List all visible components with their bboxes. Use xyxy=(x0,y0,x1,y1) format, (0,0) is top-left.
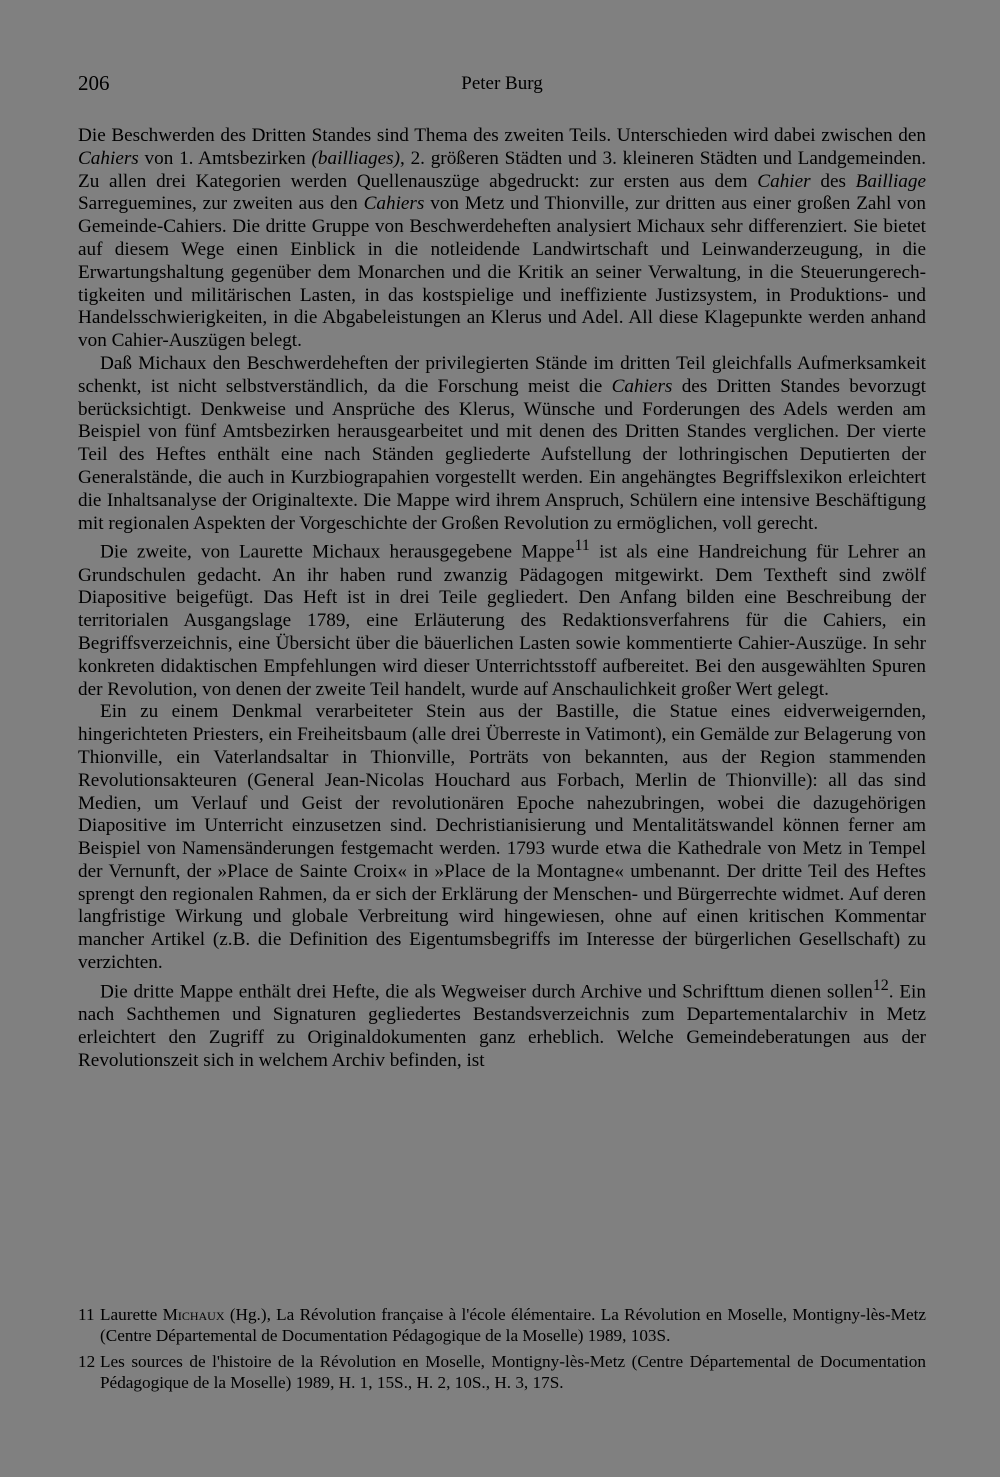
paragraph xyxy=(78,353,926,535)
text-run: Les sources de l'histoire de la Révolution en Moselle, Montigny-lès-Metz (Centre Départemental de Documentation Pédagogique de la Moselle) 1989, H. 1, 15S., H. 2, 10S., H. 3, 17S. xyxy=(100,1351,926,1393)
italic-term: Cahier xyxy=(757,170,811,192)
text-run: Daß Michaux den Beschwerdeheften der privilegierten Stände im dritten Teil gleichfalls Aufmerksamkeit schenkt, ist nicht selbstverständlich, da die Forschung meist die xyxy=(78,352,926,397)
paragraph xyxy=(78,975,926,1073)
text-run: von 1. Amtsbezirken xyxy=(138,147,312,169)
footnotes xyxy=(78,1304,926,1398)
text-run: , 2. größeren Städten und 3. kleineren Städten und Landgemeinden. Zu allen drei Kategorien werden Quellenauszüge abgedruckt: zur ersten aus dem xyxy=(78,147,927,192)
italic-term: Cahiers xyxy=(78,147,139,169)
body-text xyxy=(78,125,926,1072)
text-run: Ein zu einem Denkmal verarbeiteter Stein aus der Bastille, die Statue eines eidverweigernden, hingerichteten Priesters, ein Freiheitsbaum (alle drei Überreste in Vatimont), ein Gemälde zur Belagerung von Thionville, ein Vaterlandsaltar in Thionville, Porträts von bekannten, aus der Region stammenden Revolutionsakteuren (General Jean-Nicolas Houchard aus Forbach, Merlin de Thionville): all das sind Medien, um Verlauf und Geist der revolutionären Epoche nahezubringen, wobei die dazugehörigen Diapositive im Unterricht einzusetzen sind. Dechristianisierung und Mentalitätswandel können ferner am Beispiel von Namensänderungen festgemacht werden. 1793 wurde etwa die Kathedrale von Metz in Tempel der Vernunft, der »Place de Sainte Croix« in »Place de la Montagne« umbenannt. Der dritte Teil des Heftes sprengt den regionalen Rahmen, da er sich der Erklärung der Menschen- und Bürgerrechte widmet. Auf deren langfristige Wirkung und globale Verbreitung wird hingewiesen, ohne auf einen kritischen Kommentar mancher Artikel (z.B. die Definition des Eigentumsbegriffs im Interesse der bürgerlichen Gesellschaft) zu verzichten. xyxy=(78,701,926,974)
text-run: des Dritten Standes bevorzugt berücksichtigt. Denkweise und Ansprüche des Klerus, Wünsche und Forderungen des Adels werden am Beispiel von fünf Amtsbezirken herausgearbeitet und mit denen des Dritten Standes verglichen. Der vierte Teil des Heftes enthält eine nach Ständen gegliederte Aufstellung der lothringischen Deputierten der Generalstände, die auch in Kurzbiograpahien vorgestellt werden. Ein angehängtes Begriffslexikon erleichtert die Inhaltsanalyse der Originaltexte. Die Mappe wird ihrem Anspruch, Schülern eine intensive Beschäftigung mit regionalen Aspekten der Vorgeschichte der Großen Revolution zu ermöglichen, voll gerecht. xyxy=(78,375,926,534)
italic-term: Cahiers xyxy=(363,193,425,215)
footnote xyxy=(78,1351,926,1394)
footnote-text xyxy=(100,1304,926,1347)
italic-term: Cahiers xyxy=(611,375,673,397)
footnote-number: 12 xyxy=(78,1351,96,1371)
footnote xyxy=(78,1304,926,1347)
text-run: Die zweite, von Laurette Michaux herausgegebene Mappe xyxy=(100,541,575,563)
paragraph xyxy=(78,701,926,975)
text-run: Die Beschwerden des Dritten Standes sind Thema des zweiten Teils. Unterschieden wird dabei zwischen den xyxy=(78,125,926,146)
footnote-reference: 12 xyxy=(872,976,889,994)
text-run: Sarreguemines, zur zweiten aus den xyxy=(78,193,364,215)
text-run: Die dritte Mappe enthält drei Hefte, die als Wegweiser durch Archive und Schrifttum dienen sollen xyxy=(100,981,873,1003)
text-run: von Metz und Thionville, zur dritten aus einer großen Zahl von Gemeinde-Cahiers. Die dritte Gruppe von Beschwerdeheften analysiert Michaux sehr differenziert. Sie bietet auf diesem Wege einen Einblick in die notleidende Landwirtschaft und Leinwanderzeugung, in die Erwartungshaltung gegenüber dem Monarchen und die Kritik an seiner Verwaltung, in die Steuerungerechtigkeiten und militärischen Lasten, in das kostspielige und ineffiziente Justizsystem, in Produktions- und Handelsschwierigkeiten, in die Abgabeleistungen an Klerus und Adel. All diese Klagepunkte werden anhand von Cahier-Auszügen belegt. xyxy=(78,193,926,352)
italic-term: (bailliages) xyxy=(311,147,401,169)
running-head-author: Peter Burg xyxy=(461,73,543,94)
text-run: (Hg.), La Révolution française à l'école élémentaire. La Révolution en Moselle, Montigny-lès-Metz (Centre Départemental de Documentation Pédagogique de la Moselle) 1989, 103S. xyxy=(100,1305,926,1346)
footnote-reference: 11 xyxy=(574,537,590,555)
paragraph xyxy=(78,535,926,701)
paragraph xyxy=(78,125,926,353)
footnote-text xyxy=(100,1351,926,1394)
page-number: 206 xyxy=(78,71,110,95)
text-run: . Ein nach Sachthemen und Signaturen gegliedertes Bestandsverzeichnis zum Departementalarchiv in Metz erleichtert den Zugriff zu Originaldokumenten ganz erheblich. Welche Gemeindeberatungen aus der Revolutionszeit sich in welchem Archiv befinden, ist xyxy=(78,981,926,1071)
text-run: des xyxy=(810,170,856,192)
text-run: ist als eine Handreichung für Lehrer an Grundschulen gedacht. An ihr haben rund zwanzig Pädagogen mitgewirkt. Dem Textheft sind zwölf Diapositive beigefügt. Das Heft ist in drei Teile gegliedert. Den Anfang bilden eine Beschreibung der territorialen Ausgangslage 1789, eine Erläuterung des Redaktionsverfahrens für die Cahiers, ein Begriffsverzeichnis, eine Übersicht über die bäuerlichen Lasten sowie kommentierte Cahier-Auszüge. In sehr konkreten didaktischen Empfehlungen wird dieser Unterrichtsstoff aufbereitet. Bei den ausgewählten Spuren der Revolution, von denen der zweite Teil handelt, wurde auf Anschaulichkeit großer Wert gelegt. xyxy=(78,541,926,700)
page-header xyxy=(78,71,926,101)
footnote-number: 11 xyxy=(78,1305,95,1324)
author-surname: Michaux xyxy=(162,1305,225,1324)
text-run: Laurette xyxy=(100,1305,163,1324)
italic-term: Bailliage xyxy=(855,170,927,192)
